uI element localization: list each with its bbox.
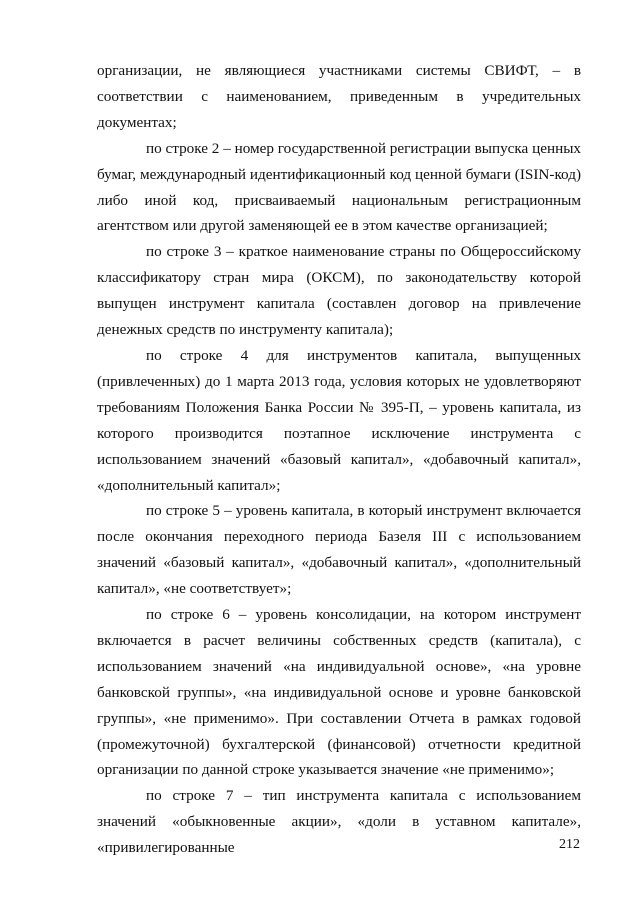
paragraph-7: по строке 7 – тип инструмента капитала с использованием значений «обыкновенные акции», «доли в уставном капитале», «привилегированные <box>97 787 581 857</box>
paragraph-3: по строке 3 – краткое наименование страны по Общероссийскому классификатору стран мира (ОКСМ), по законодательству которой выпущен инструмент капитала (составлен договор на привлечение денежных средств по инструменту капитала); <box>97 243 581 339</box>
paragraph-2: по строке 2 – номер государственной регистрации выпуска ценных бумаг, международный идентификационный код ценной бумаги (ISIN-код) либо иной код, присваиваемый национальным регистрационным агентством или другой заменяющей ее в этом качестве организацией; <box>97 139 582 235</box>
page-number: 212 <box>559 837 580 852</box>
paragraph-1: организации, не являющиеся участниками системы СВИФТ, – в соответствии с наименованием, приведенным в учредительных документах; <box>97 62 581 131</box>
paragraph-5: по строке 5 – уровень капитала, в который инструмент включается после окончания переходного периода Базеля III с использованием значений «базовый капитал», «добавочный капитал», «дополнительный капитал», «не соответствует»; <box>97 502 581 598</box>
document-body <box>97 58 581 861</box>
paragraph-4: по строке 4 для инструментов капитала, выпущенных (привлеченных) до 1 марта 2013 года, условия которых не удовлетворяют требованиям Положения Банка России № 395-П, – уровень капитала, из которого производится поэтапное исключение инструмента с использованием значений «базовый капитал», «добавочный капитал», «дополнительный капитал»; <box>97 346 581 494</box>
paragraph-6: по строке 6 – уровень консолидации, на котором инструмент включается в расчет величины собственных средств (капитала), с использованием значений «на индивидуальной основе», «на уровне банковской группы», «на индивидуальной основе и уровне банковской группы», «не применимо». При составлении Отчета в рамках годовой (промежуточной) бухгалтерской (финансовой) отчетности кредитной организации по данной строке указывается значение «не применимо»; <box>97 606 581 779</box>
